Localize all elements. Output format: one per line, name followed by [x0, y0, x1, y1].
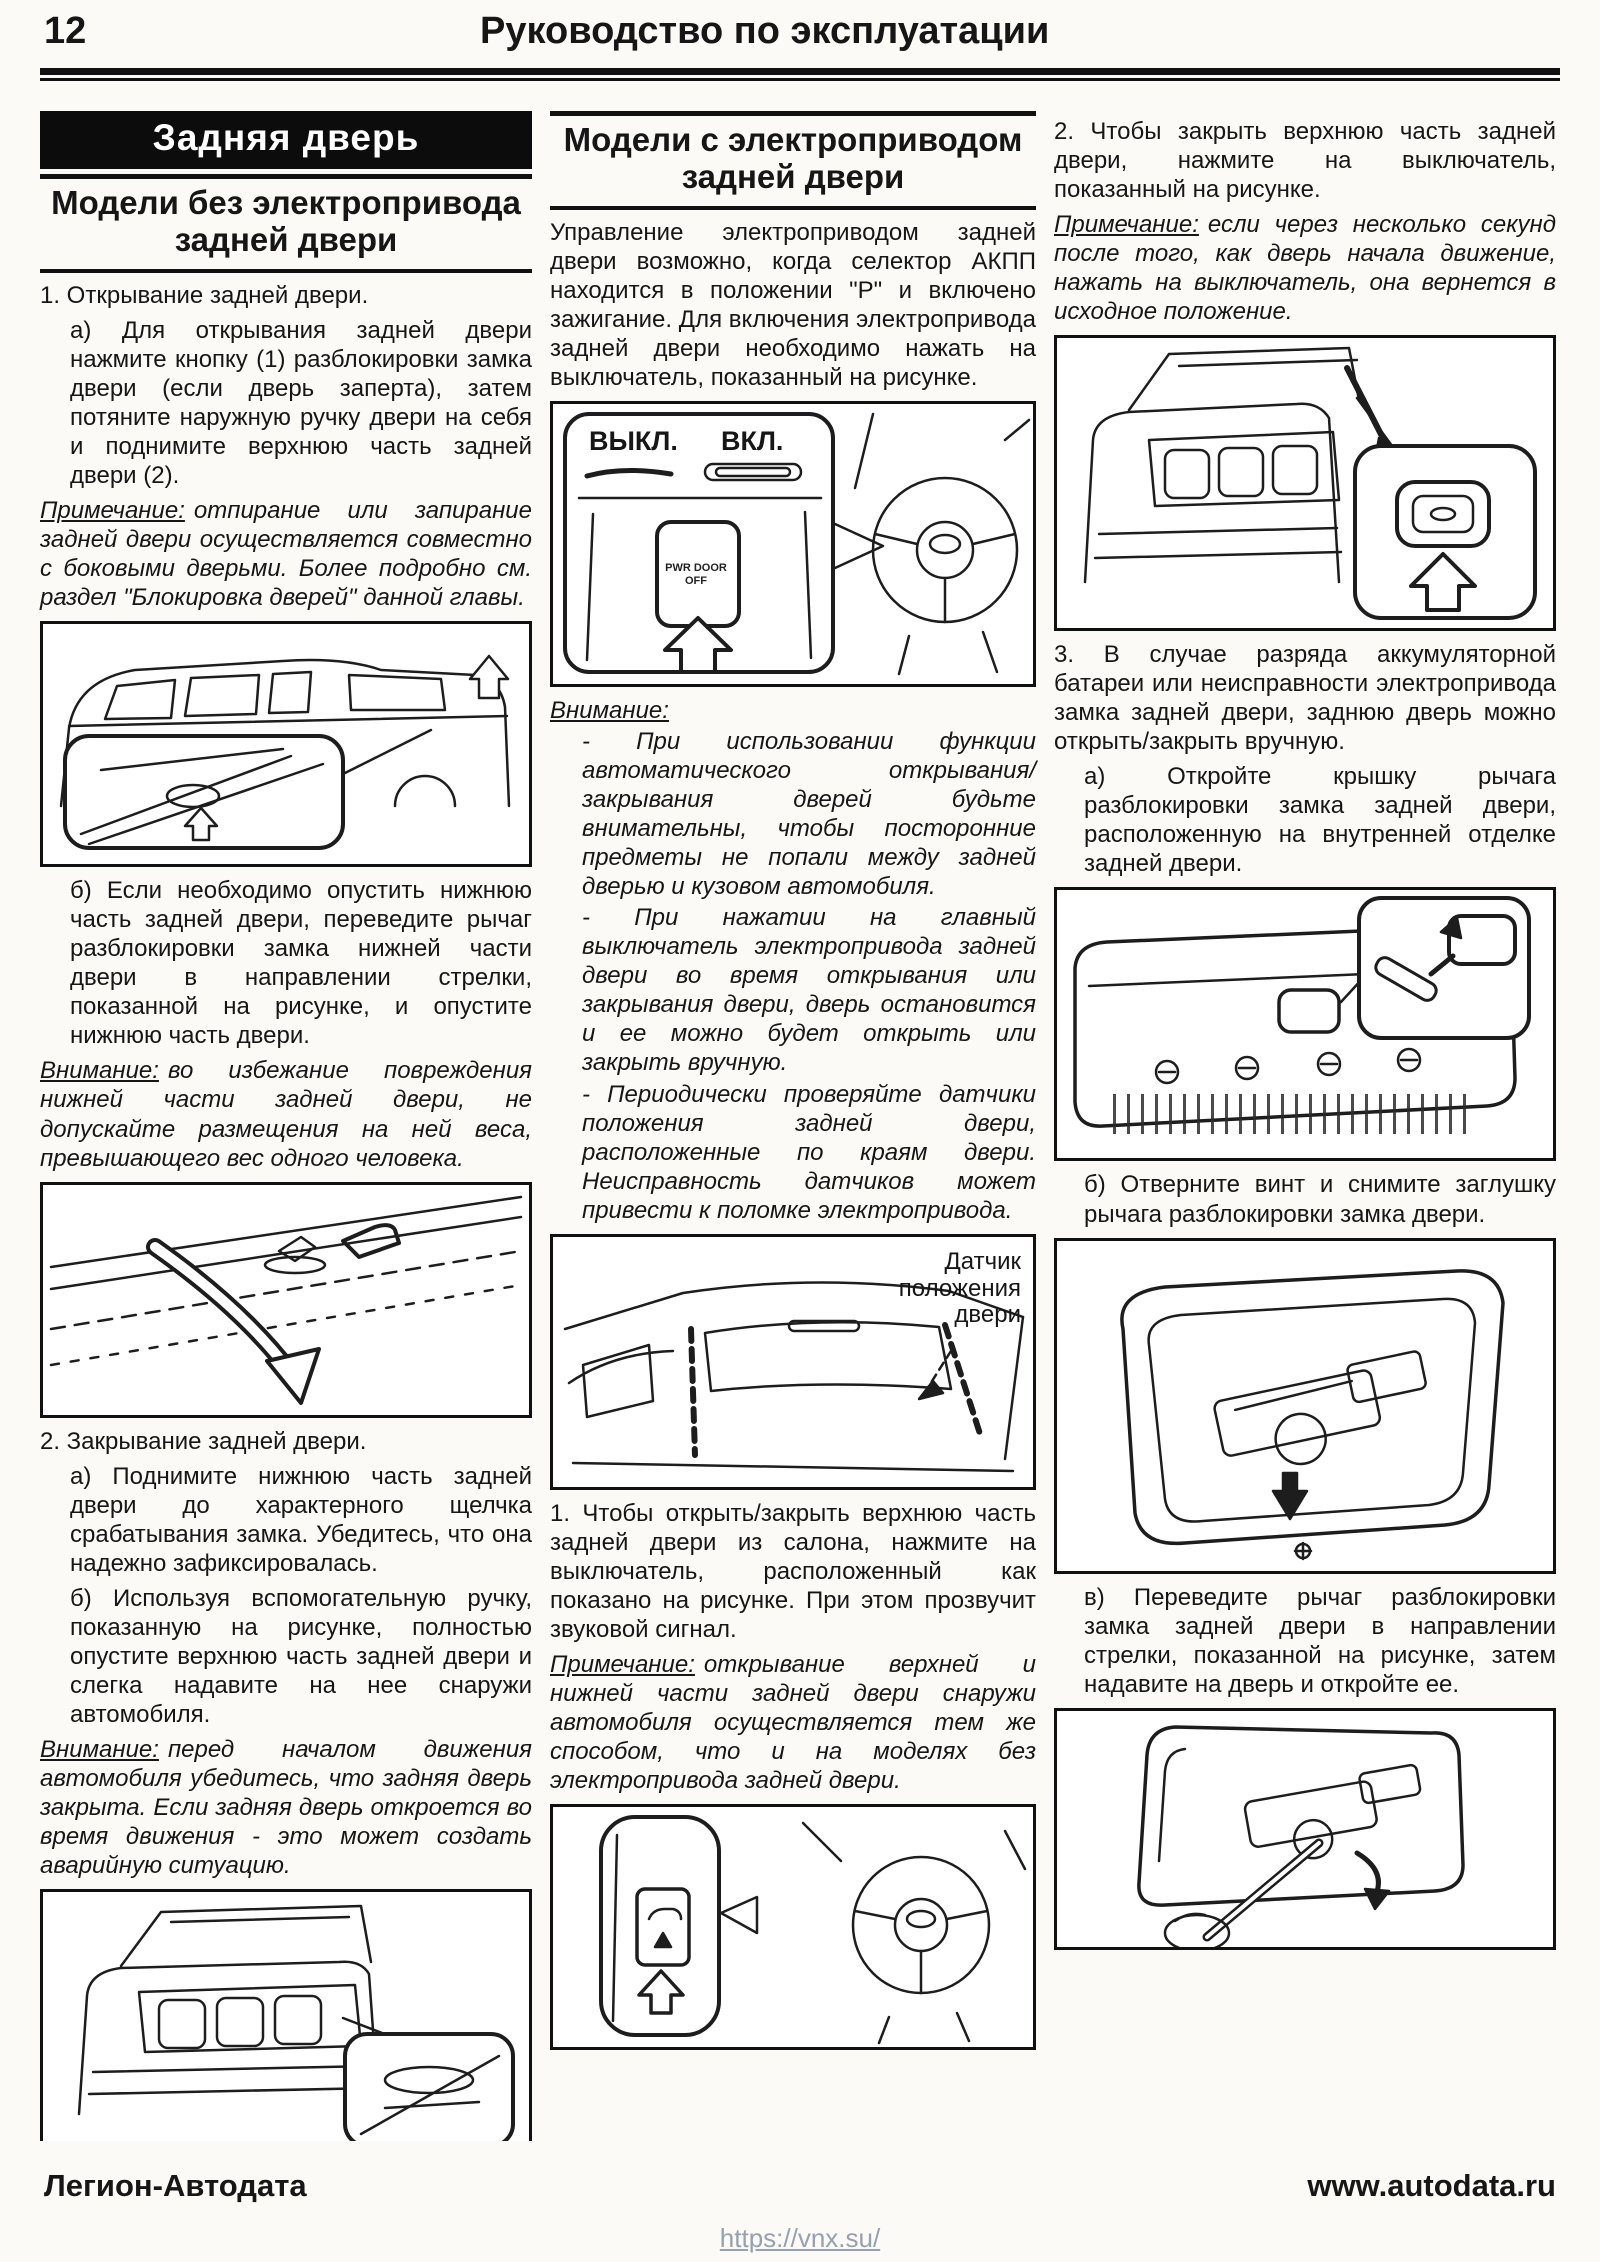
- warning-text: во избежание повреждения нижней части задней двери, не допускайте размещения на ней веса, превышающего вес одного человека.: [40, 1057, 532, 1172]
- figure-door-position-sensor: [550, 1234, 1036, 1490]
- column-middle: [550, 111, 1036, 2141]
- note-text: отпирание или запирание задней двери осуществляется совместно с боковыми дверьми. Более подробно см. раздел "Блокировка дверей" данной главы.: [40, 497, 532, 612]
- note-label: Примечание:: [40, 497, 185, 525]
- page-header: [0, 0, 1600, 66]
- figure-rear-door-unlock-button: [40, 621, 532, 867]
- pwr-door-off-switch-label: PWR DOOR OFF: [665, 562, 727, 587]
- paragraph-closing: 2. Закрывание задней двери.: [40, 1427, 367, 1455]
- paragraph-manual-a: а) Откройте крышку рычага разблокировки замка задней двери, расположенную на внутренней отделке задней двери.: [1084, 763, 1556, 878]
- figure-cabin-switch: [550, 1804, 1036, 2050]
- note-label: Примечание:: [1054, 211, 1199, 239]
- page-title: Руководство по эксплуатации: [480, 10, 1050, 52]
- paragraph-close-upper: 2. Чтобы закрыть верхнюю часть задней двери, нажмите на выключатель, показанный на рисунке.: [1054, 118, 1556, 204]
- watermark-link: https://vnx.su/: [719, 2223, 881, 2253]
- warning-text: перед началом движения автомобиля убедитесь, что задняя дверь закрыта. Если задняя дверь откроется во время движения - это может создать аварийную ситуацию.: [40, 1735, 532, 1879]
- warning-item-auto-open: - При использовании функции автоматического открывания/закрывания дверей будьте внимательны, чтобы посторонние предметы не попали между задней дверью и кузовом автомобиля.: [582, 728, 1036, 901]
- paragraph-opening-b: б) Если необходимо опустить нижнюю часть задней двери, переведите рычаг разблокировки замка нижней части двери в направлении стрелки, показанной на рисунке, и опустите нижнюю часть двери.: [70, 877, 532, 1050]
- paragraph-battery-discharge: 3. В случае разряда аккумуляторной батареи или неисправности электропривода замка задней двери, заднюю дверь можно открыть/закрыть вручную.: [1054, 641, 1556, 756]
- publisher-name: Легион-Автодата: [44, 2168, 307, 2203]
- paragraph-manual-b: б) Отверните винт и снимите заглушку рычага разблокировки замка двери.: [1084, 1171, 1556, 1228]
- brush-strip: [1113, 1094, 1477, 1134]
- publisher-site: www.autodata.ru: [1307, 2168, 1556, 2203]
- paragraph-manual-v: в) Переведите рычаг разблокировки замка задней двери в направлении стрелки, показанной на рисунке, затем надавите на дверь и откройте ее.: [1084, 1583, 1556, 1698]
- paragraph-opening-a: а) Для открывания задней двери нажмите кнопку (1) разблокировки замка двери (если дверь заперта), затем потяните наружную ручку двери на себя и поднимите верхнюю часть задней двери (2).: [70, 316, 532, 490]
- paragraph-opening: 1. Открывание задней двери.: [40, 281, 369, 309]
- note-lock-unlock: [40, 496, 532, 612]
- paragraph-open-from-cabin: 1. Чтобы открыть/закрыть верхнюю часть задней двери из салона, нажмите на выключатель, расположенный как показано на рисунке. При этом прозвучит звуковой сигнал.: [550, 1499, 1036, 1643]
- note-text: открывание верхней и нижней части задней двери снаружи автомобиля осуществляется тем же способом, что и на моделях без электропривода задней двери.: [550, 1650, 1036, 1794]
- warning-lower-door-weight: [40, 1056, 532, 1172]
- warning-label: Внимание:: [40, 1735, 159, 1763]
- note-outside-operation: [550, 1650, 1036, 1795]
- column-left: [40, 111, 532, 2141]
- warning-label: Внимание:: [40, 1057, 159, 1085]
- warning-label: Внимание:: [550, 697, 669, 725]
- figure-release-lever-action: [1054, 1708, 1556, 1950]
- warning-before-driving: [40, 1735, 532, 1880]
- note-switch-return: [1054, 210, 1556, 326]
- switch-off-label: ВЫКЛ.: [589, 426, 678, 457]
- paragraph-closing-b: б) Используя вспомогательную ручку, показанную на рисунке, полностью опустите верхнюю часть задней двери и слегка надавите на нее снаружи автомобиля.: [70, 1584, 532, 1728]
- content-columns: [0, 81, 1600, 2141]
- column-right: [1054, 111, 1556, 2141]
- figure-release-lever-plug: [1054, 1238, 1556, 1574]
- paragraph-closing-a: а) Поднимите нижнюю часть задней двери до характерного щелчка срабатывания замка. Убедитесь, что она надежно зафиксировалась.: [70, 1462, 532, 1577]
- figure-power-door-main-switch: [550, 401, 1036, 687]
- paragraph-power-intro: Управление электроприводом задней двери возможно, когда селектор АКПП находится в положении "Р" и включено зажигание. Для включения электропривода задней двери необходимо нажать на выключатель, показанный на рисунке.: [550, 218, 1036, 392]
- section-banner-rear-door: Задняя дверь: [40, 111, 532, 169]
- warning-item-main-switch: - При нажатии на главный выключатель электропривода задней двери во время открывания или закрывания двери, дверь остановится и ее можно будет открыть или закрыть вручную.: [582, 904, 1036, 1077]
- switch-on-label: ВКЛ.: [721, 426, 784, 457]
- figure-release-lever-cover: [1054, 887, 1556, 1161]
- warning-item-sensors: - Периодически проверяйте датчики положения задней двери, расположенные по краям двери. Неисправность датчиков может привести к поломке электропривода.: [582, 1080, 1036, 1224]
- door-position-sensor-label: Датчик положения двери: [898, 1247, 1021, 1329]
- figure-lower-door-release-lever: [40, 1182, 532, 1418]
- figure-close-switch: [1054, 335, 1556, 631]
- subsection-title-no-power: Модели без электропривода задней двери: [40, 174, 532, 273]
- note-text: если через несколько секунд после того, как дверь начала движение, нажать на выключатель, она вернется в исходное положение.: [1054, 211, 1556, 326]
- page-footer: [44, 2168, 1556, 2204]
- subsection-title-power-door: Модели с электроприводом задней двери: [550, 111, 1036, 210]
- figure-tailgate-assist-grip: [40, 1889, 532, 2141]
- page-number: 12: [44, 10, 87, 52]
- warning-power-door: [550, 696, 1036, 725]
- header-rule: [40, 68, 1560, 81]
- note-label: Примечание:: [550, 1650, 695, 1678]
